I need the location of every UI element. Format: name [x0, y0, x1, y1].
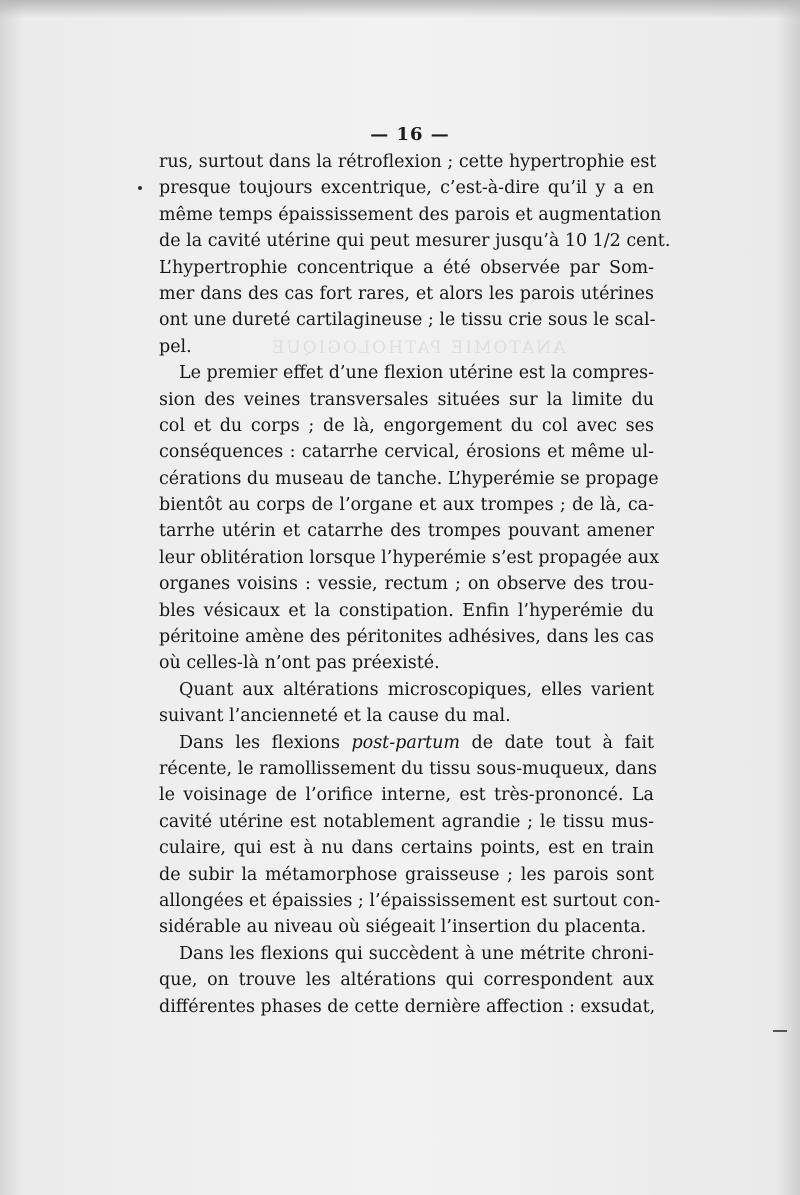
page-top-shadow: [0, 0, 800, 18]
text-line: même temps épaississement des parois et augmentation: [159, 204, 662, 225]
text-line: sidérable au niveau où siégeait l’insertion du placenta.: [159, 917, 647, 938]
paragraph-start: Dans les flexions qui succèdent à une métrite chroni-: [179, 943, 654, 964]
bleed-through-heading: ANATOMIE PATHOLOGIQUE: [270, 338, 566, 358]
text-line: culaire, qui est à nu dans certains points, est en train: [159, 838, 654, 859]
text-line: récente, le ramollissement du tissu sous-muqueux, dans: [159, 758, 658, 779]
text-line: conséquences : catarrhe cervical, érosions et même ul-: [159, 442, 654, 463]
text-line: mer dans des cas fort rares, et alors les parois utérines: [159, 283, 654, 304]
text-line: leur oblitération lorsque l’hyperémie s’est propagée aux: [159, 547, 660, 568]
margin-mark: [138, 186, 142, 190]
margin-dash: [773, 1030, 787, 1032]
text-line: différentes phases de cette dernière affection : exsudat,: [159, 996, 656, 1017]
text-line: où celles-là n’ont pas préexisté.: [159, 653, 440, 674]
italic-term: post-partum: [351, 732, 461, 753]
text-line: pel.: [159, 336, 192, 357]
text-line: col et du corps ; de là, engorgement du col avec ses: [159, 415, 654, 436]
text-line: presque toujours excentrique, c’est-à-dire qu’il y a en: [159, 178, 654, 199]
text-line: cavité utérine est notablement agrandie ; le tissu mus-: [159, 811, 654, 832]
text-line: rus, surtout dans la rétroflexion ; cette hypertrophie est: [159, 152, 657, 172]
text-line: tarrhe utérin et catarrhe des trompes pouvant amener: [159, 521, 654, 542]
text-line: de subir la métamorphose graisseuse ; les parois sont: [159, 864, 654, 885]
text-line: de la cavité utérine qui peut mesurer jusqu’à 10 1/2 cent.: [159, 231, 671, 252]
text-segment: Dans les flexions: [179, 732, 352, 753]
text-line: le voisinage de l’orifice interne, est très-prononcé. La: [159, 785, 654, 806]
text-line: bles vésicaux et la constipation. Enfin l’hyperémie du: [159, 600, 654, 621]
text-line: suivant l’ancienneté et la cause du mal.: [159, 706, 511, 727]
paragraph-start: Le premier effet d’une flexion utérine est la compres-: [179, 363, 654, 384]
paragraph-start: Quant aux altérations microscopiques, elles varient: [179, 679, 654, 700]
text-line: péritoine amène des péritonites adhésives, dans les cas: [159, 627, 654, 648]
body-text: [159, 149, 671, 1020]
text-line: sion des veines transversales situées sur la limite du: [159, 389, 654, 410]
text-line: bientôt au corps de l’organe et aux trompes ; de là, ca-: [159, 495, 654, 516]
text-line: que, on trouve les altérations qui correspondent aux: [159, 970, 654, 991]
text-line: L’hypertrophie concentrique a été observée par Som-: [159, 257, 654, 278]
text-line: organes voisins : vessie, rectum ; on observe des trou-: [159, 574, 654, 595]
paragraph-start: [159, 730, 654, 756]
text-line: allongées et épaissies ; l’épaississement est surtout con-: [159, 890, 661, 911]
text-segment: de date tout à fait: [460, 732, 654, 753]
text-line: ont une dureté cartilagineuse ; le tissu crie sous le scal-: [159, 310, 656, 331]
page-number: — 16 —: [370, 124, 450, 145]
text-line: cérations du museau de tanche. L’hyperémie se propage: [159, 468, 659, 489]
